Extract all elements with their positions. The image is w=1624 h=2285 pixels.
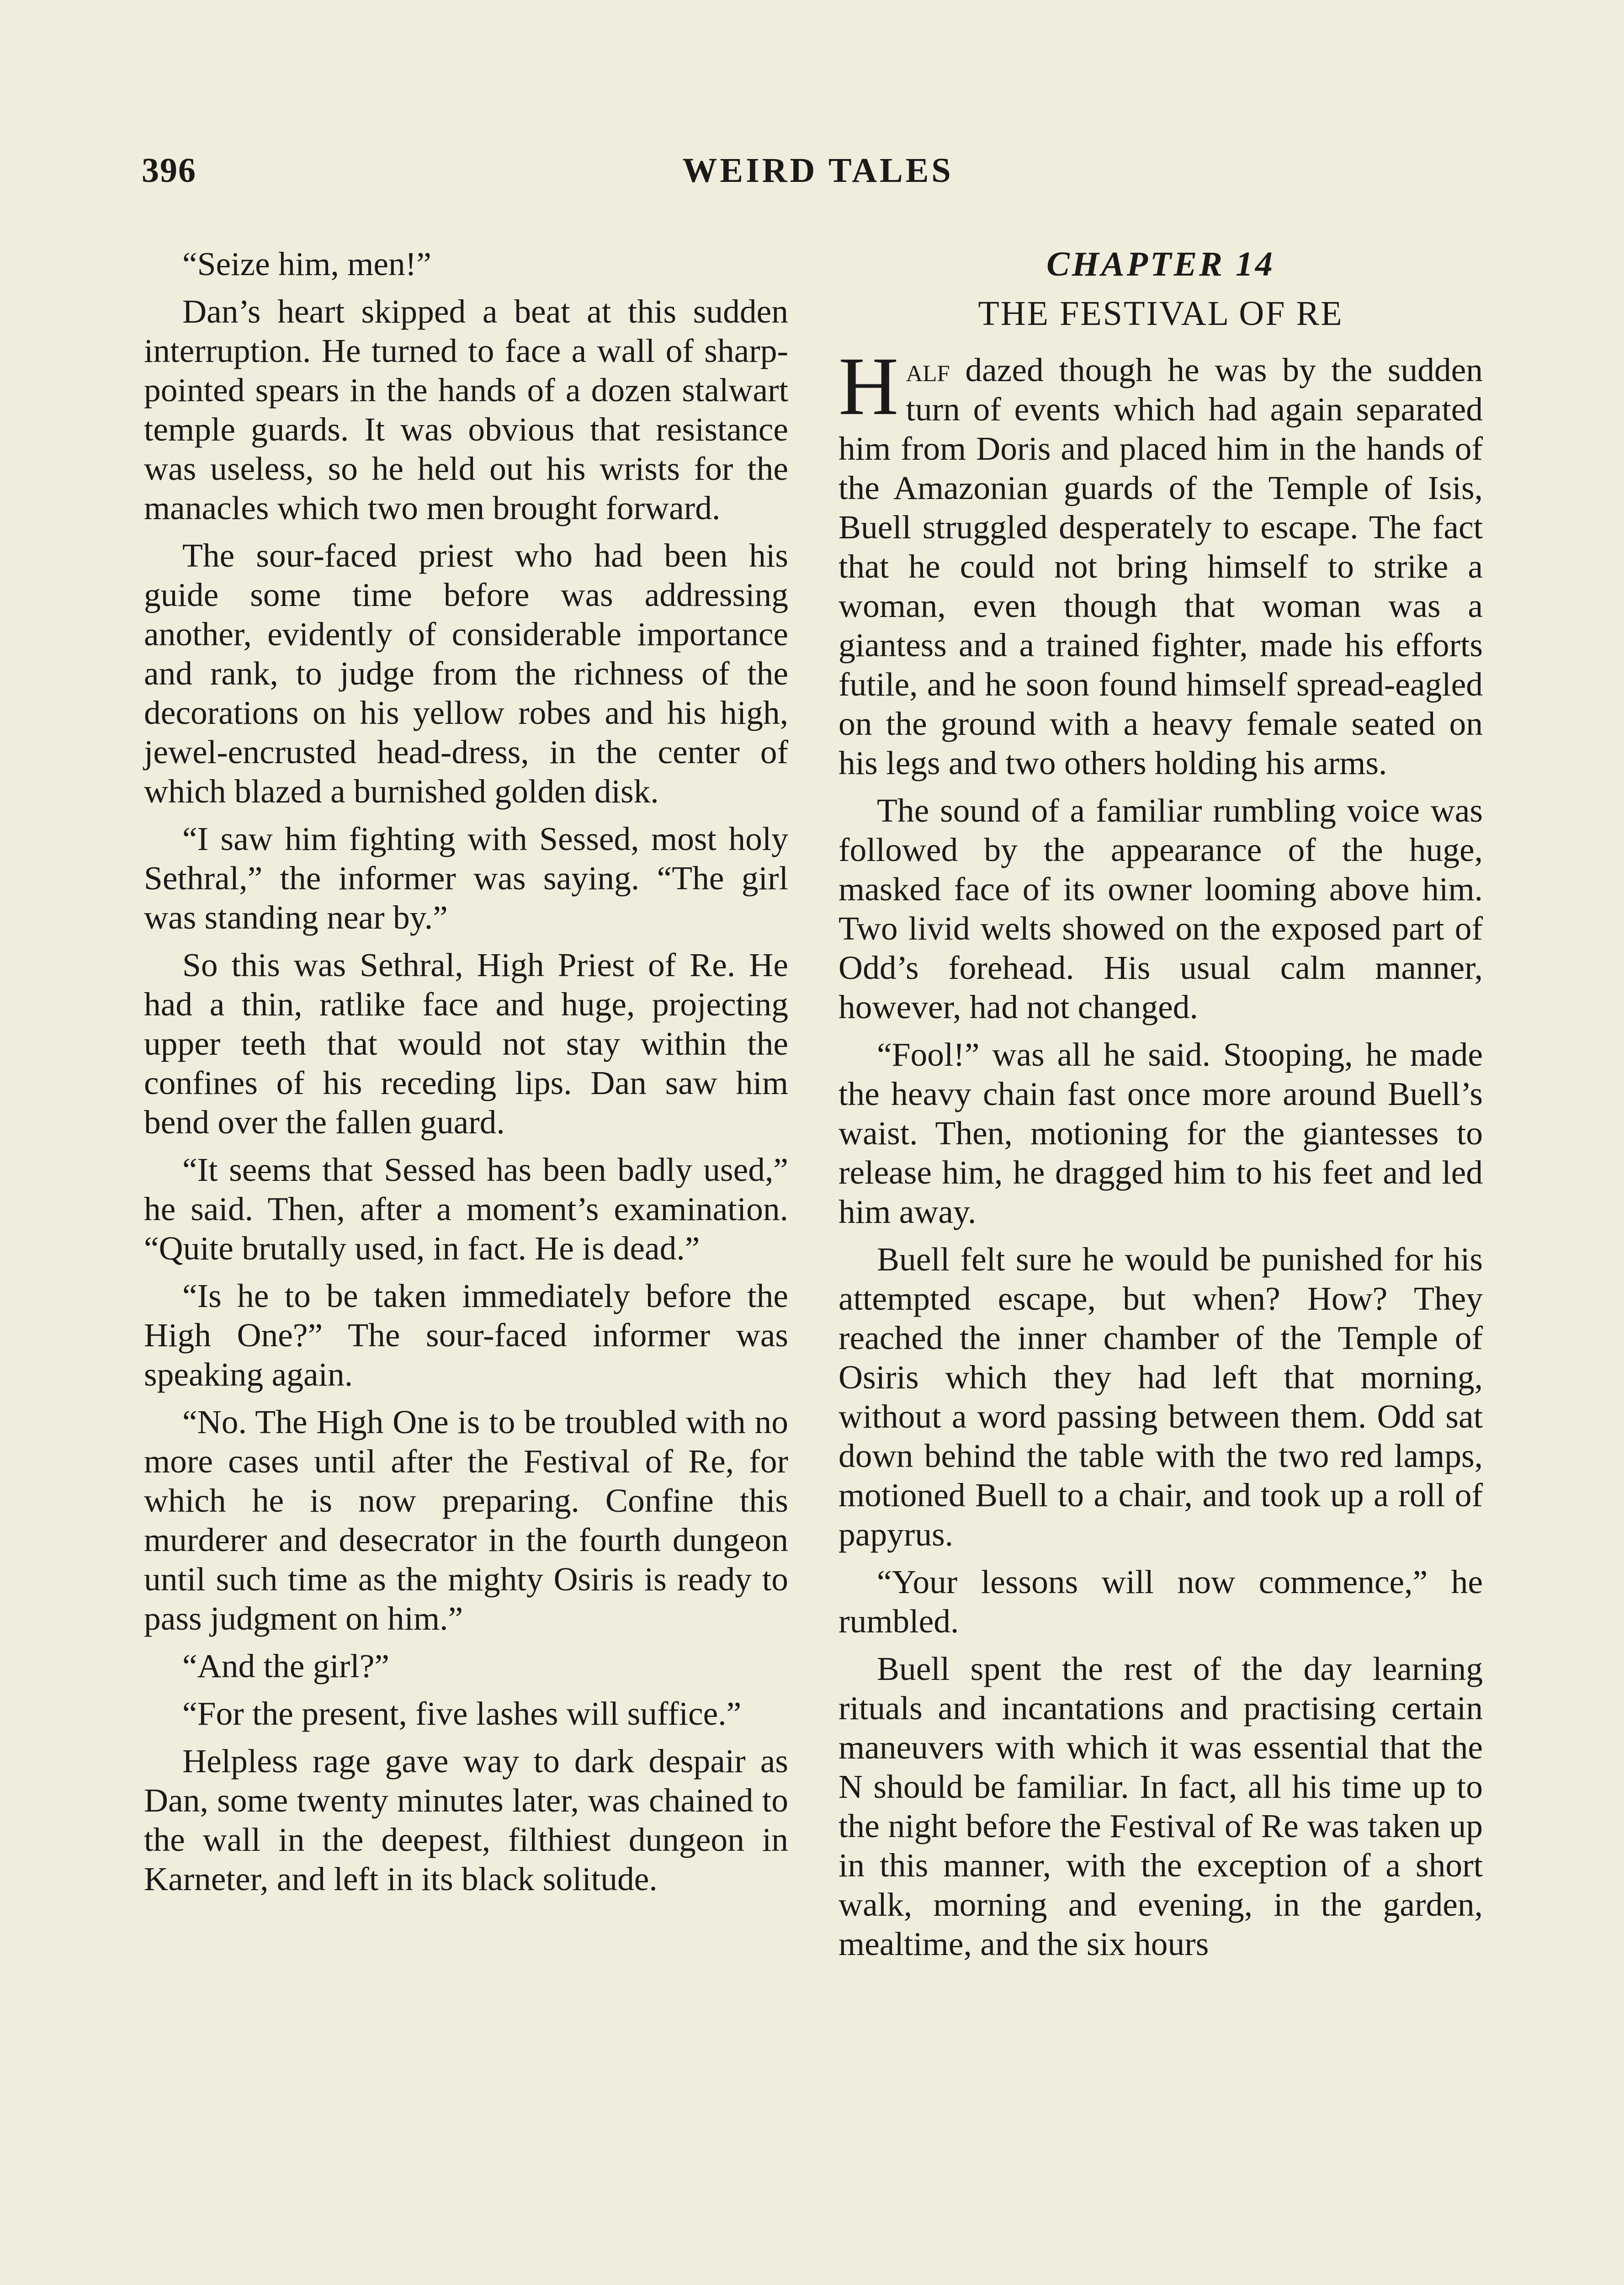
opening-paragraph <box>839 340 1483 783</box>
paragraph: The sour-faced priest who had been his guide some time before was addressing another, evidently of considerable importance and rank, to judge from the richness of the decorations on his yellow robes and his high, jewel-encrusted head-dress, in the center of which blazed a burnished golden disk. <box>144 537 788 810</box>
running-head <box>142 151 1494 206</box>
paragraph: “Is he to be taken immediately before the High One?” The sour-faced informer was speaking again. <box>144 1277 788 1393</box>
paragraph: Buell spent the rest of the day learning rituals and incantations and practising certain maneuvers with which it was essential that the N should be familiar. In fact, all his time up to the night before the Festival of Re was taken up in this manner, with the exception of a short walk, morning and evening, in the garden, mealtime, and the six hours <box>839 1650 1483 1962</box>
opening-small-caps: alf <box>906 351 950 388</box>
paragraph: “I saw him fighting with Sessed, most holy Sethral,” the informer was saying. “The girl was standing near by.” <box>144 820 788 936</box>
paragraph: “It seems that Sessed has been badly used,” he said. Then, after a moment’s examination. “Quite brutally used, in fact. He is dead.” <box>144 1151 788 1267</box>
paragraph: “Fool!” was all he said. Stooping, he made the heavy chain fast once more around Buell’s waist. Then, motioning for the giantesses to release him, he dragged him to his feet and led him away. <box>839 1036 1483 1230</box>
paragraph: “No. The High One is to be troubled with no more cases until after the Festival of Re, for which he is now preparing. Confine this murderer and desecrator in the fourth dungeon until such time as the mighty Osiris is ready to pass judgment on him.” <box>144 1403 788 1637</box>
paragraph: Buell felt sure he would be punished for his attempted escape, but when? How? They reached the inner chamber of the Temple of Osiris which they had left that morning, without a word passing between them. Odd sat down behind the table with the two red lamps, motioned Buell to a chair, and took up a roll of papyrus. <box>839 1241 1483 1553</box>
paragraph: “Seize him, men!” <box>182 245 431 282</box>
opening-text: dazed though he was by the sudden turn of events which had again separated him from Doris and placed him in the hands of the Amazonian guards of the Temple of Isis, Buell struggled desperately to escape. The fact that he could not bring himself to strike a woman, even though that woman was a giantess and a trained fighter, made his efforts futile, and he soon found himself spread-eagled on the ground with a heavy female seated on his legs and two others holding his arms. <box>839 351 1483 781</box>
paragraph: Dan’s heart skipped a beat at this sudden interruption. He turned to face a wall of sharp-pointed spears in the hands of a dozen stalwart temple guards. It was obvious that resistance was useless, so he held out his wrists for the manacles which two men brought forward. <box>144 293 788 526</box>
left-column <box>144 244 788 1907</box>
paragraph: “And the girl?” <box>182 1647 390 1685</box>
paragraph: “Your lessons will now commence,” he rumbled. <box>839 1563 1483 1640</box>
chapter-title: THE FESTIVAL OF RE <box>978 294 1343 333</box>
page-number: 396 <box>142 151 196 190</box>
right-column <box>839 244 1483 1972</box>
paragraph: “For the present, five lashes will suffice.” <box>182 1695 742 1732</box>
paragraph: So this was Sethral, High Priest of Re. He had a thin, ratlike face and huge, projecting upper teeth that would not stay within the confines of his receding lips. Dan saw him bend over the fallen guard. <box>144 946 788 1141</box>
chapter-heading: CHAPTER 14 <box>1046 245 1275 283</box>
paragraph: The sound of a familiar rumbling voice was followed by the appearance of the huge, masked face of its owner looming above him. Two livid welts showed on the exposed part of Odd’s forehead. His usual calm manner, however, had not changed. <box>839 792 1483 1026</box>
drop-cap: H <box>839 340 899 432</box>
magazine-title: WEIRD TALES <box>682 151 954 190</box>
paragraph: Helpless rage gave way to dark despair as Dan, some twenty minutes later, was chained to the wall in the deepest, filthiest dungeon in Karneter, and left in its black solitude. <box>144 1743 788 1897</box>
